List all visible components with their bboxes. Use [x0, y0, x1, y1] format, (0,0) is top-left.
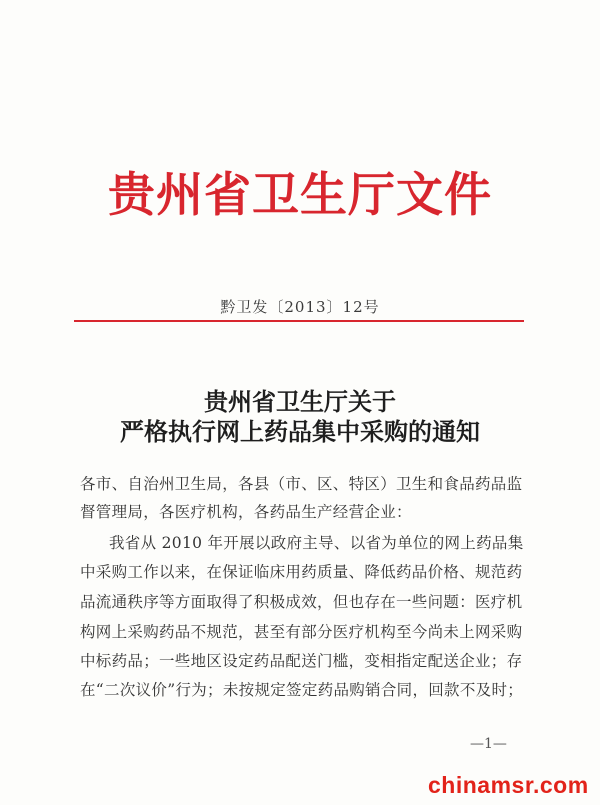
body-text-line: 品流通秩序等方面取得了积极成效，但也存在一些问题：医疗机 [80, 593, 523, 611]
document-title-line-1: 贵州省卫生厅关于 [204, 387, 396, 416]
body-text-line: 督管理局，各医疗机构，各药品生产经营企业： [80, 503, 412, 521]
body-text-line: 我省从 2010 年开展以政府主导、以省为单位的网上药品集 [109, 534, 524, 552]
body-text-line: 中标药品；一些地区设定药品配送门槛，变相指定配送企业；存 [80, 652, 523, 670]
red-divider-line [74, 320, 524, 322]
issuer-masthead: 贵州省卫生厅文件 [108, 168, 492, 223]
body-text-line: 构网上采购药品不规范，甚至有部分医疗机构至今尚未上网采购 [80, 623, 523, 641]
body-text-line: 中采购工作以来，在保证临床用药质量、降低药品价格、规范药 [80, 563, 523, 581]
document-title-line-2: 严格执行网上药品集中采购的通知 [120, 417, 480, 446]
site-watermark: chinamsr.com [428, 772, 589, 798]
document-number: 黔卫发〔2013〕12号 [220, 298, 380, 316]
page-number: —1— [470, 736, 507, 752]
body-text-line: 各市、自治州卫生局，各县（市、区、特区）卫生和食品药品监 [80, 475, 523, 493]
body-text-line: 在“二次议价”行为；未按规定签定药品购销合同，回款不及时； [80, 681, 524, 699]
